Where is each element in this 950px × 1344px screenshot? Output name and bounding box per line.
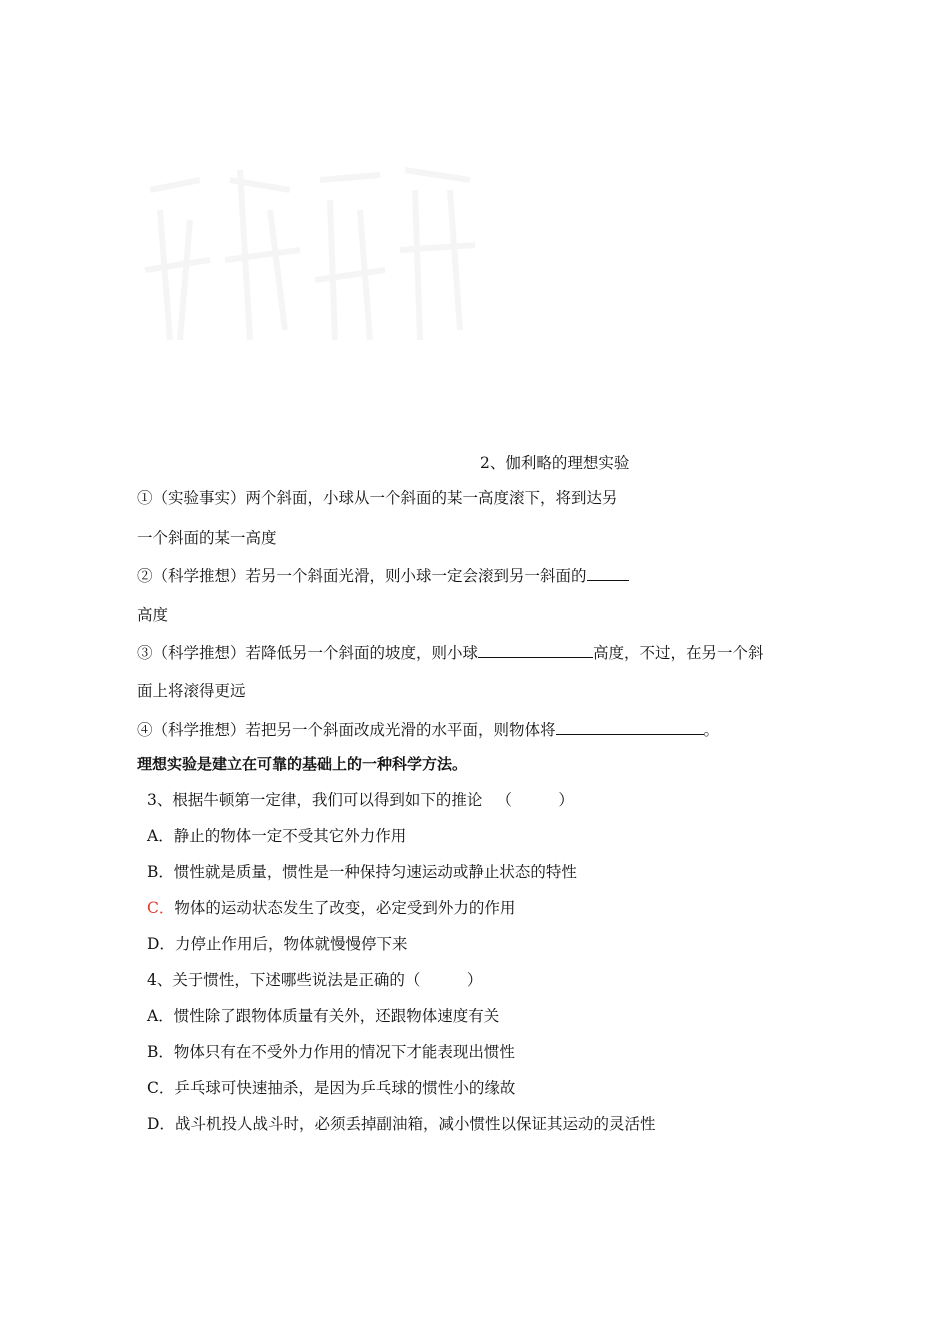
item-1-line-1: ①（实验事实）两个斜面，小球从一个斜面的某一高度滚下，将到达另 [137, 489, 618, 507]
item-4-after: 。 [703, 721, 720, 739]
question-3-option-b: B．惯性就是质量，惯性是一种保持匀速运动或静止状态的特性 [147, 863, 577, 881]
item-2-text: ②（科学推想）若另一个斜面光滑，则小球一定会滚到另一斜面的 [137, 567, 587, 585]
section-heading: 2、伽利略的理想实验 [480, 454, 630, 472]
question-3-stem [147, 790, 574, 810]
item-4-blank [556, 718, 704, 735]
question-4-stem: 4、关于惯性，下述哪些说法是正确的（ ） [147, 971, 483, 989]
question-4-option-c: C．乒乓球可快速抽杀，是因为乒乓球的惯性小的缘故 [147, 1079, 516, 1097]
item-3-blank [478, 641, 593, 658]
item-2-line-2: 高度 [137, 606, 169, 624]
question-4-option-d: D．战斗机投人战斗时，必须丢掉副油箱，减小惯性以保证其运动的灵活性 [147, 1115, 656, 1133]
question-3-option-a: A．静止的物体一定不受其它外力作用 [147, 827, 407, 845]
item-2-blank [587, 564, 629, 581]
question-3-text: 3、根据牛顿第一定律，我们可以得到如下的推论 [147, 791, 483, 809]
summary-statement: 理想实验是建立在可靠的基础上的一种科学方法。 [137, 755, 468, 773]
item-3-before: ③（科学推想）若降低另一个斜面的坡度，则小球 [137, 644, 479, 662]
item-3-line-2: 面上将滚得更远 [137, 682, 246, 700]
item-3-after: 高度，不过，在另一个斜 [593, 644, 764, 662]
item-3-line-1 [137, 641, 764, 663]
question-3-option-c: C．物体的运动状态发生了改变，必定受到外力的作用 [147, 899, 516, 917]
question-3-bracket: （ ） [496, 791, 574, 809]
question-4-option-b: B．物体只有在不受外力作用的情况下才能表现出惯性 [147, 1043, 515, 1061]
item-2-line-1 [137, 564, 629, 586]
item-4-line [137, 718, 719, 740]
question-3-option-d: D．力停止作用后，物体就慢慢停下来 [147, 935, 408, 953]
item-1-line-2: 一个斜面的某一高度 [137, 529, 277, 547]
question-4-option-a: A．惯性除了跟物体质量有关外，还跟物体速度有关 [147, 1007, 500, 1025]
item-4-before: ④（科学推想）若把另一个斜面改成光滑的水平面，则物体将 [137, 721, 556, 739]
watermark-logo [140, 150, 480, 360]
answer-letter-highlight: C． [147, 899, 175, 917]
